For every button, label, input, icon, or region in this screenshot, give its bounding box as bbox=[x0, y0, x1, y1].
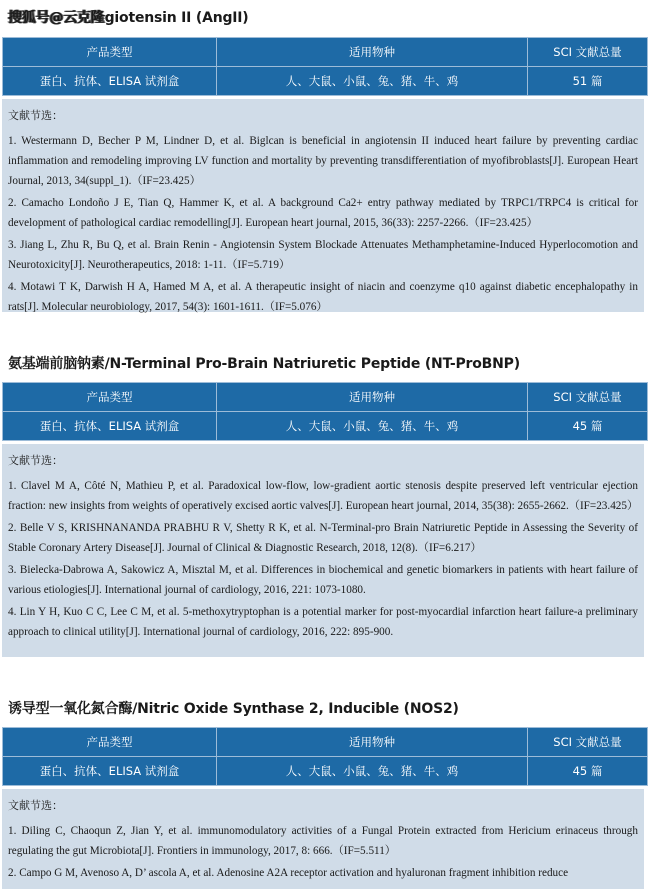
table-header-row bbox=[3, 38, 648, 67]
reference-item: 2. Campo G M, Avenoso A, D’ ascola A, et al. Adenosine A2A receptor activation and hyaluronan fragment inhibition reduce bbox=[8, 867, 569, 879]
references-box bbox=[2, 789, 644, 889]
section-title: 氨基端前脑钠素/N-Terminal Pro-Brain Natriuretic Peptide (NT-ProBNP) bbox=[8, 356, 520, 372]
product-table bbox=[2, 727, 648, 786]
header-sci-total: SCI 文献总量 bbox=[528, 383, 648, 412]
reference-item: 1. Diling C, Chaoqun Z, Jian Y, et al. immunomodulatory activities of a Fungal Protein extracted from Hericium erinaceus through regulating the gut Microbiota[J]. Frontiers in immunology, 2017, 8: 666.（IF=5.511） bbox=[8, 825, 638, 857]
reference-item: 2. Camacho Londoño J E, Tian Q, Hammer K, et al. A background Ca2+ entry pathway mediated by TRPC1/TRPC4 is critical for development of pathological cardiac remodelling[J]. European heart journal, 2015, 36(33): 2257-2266.（IF=23.425） bbox=[8, 197, 638, 229]
reference-item: 3. Bielecka-Dabrowa A, Sakowicz A, Misztal M, et al. Differences in biochemical and genetic biomarkers in patients with heart failure of various etiologies[J]. International journal of cardiology, 2016, 221: 1073-1080. bbox=[8, 564, 638, 596]
section-title-text: giotensin II (AngII) bbox=[104, 10, 249, 26]
references-box bbox=[2, 99, 644, 312]
header-product-type: 产品类型 bbox=[3, 38, 217, 67]
product-table bbox=[2, 37, 648, 96]
table-row bbox=[3, 757, 648, 786]
watermark: 搜狐号@云克隆 bbox=[8, 10, 105, 26]
references-box bbox=[2, 444, 644, 657]
references-label: 文献节选： bbox=[8, 109, 63, 122]
header-sci-total: SCI 文献总量 bbox=[528, 38, 648, 67]
reference-item: 2. Belle V S, KRISHNANANDA PRABHU R V, Shetty R K, et al. N-Terminal-pro Brain Natriuretic Peptide in Assessing the Severity of Stable Coronary Artery Disease[J]. Journal of Clinical & Diagnostic Research, 2018, 12(8).（IF=6.217） bbox=[8, 522, 638, 554]
cell-sci-total: 51 篇 bbox=[528, 67, 648, 96]
reference-item: 4. Lin Y H, Kuo C C, Lee C M, et al. 5-methoxytryptophan is a potential marker for post-myocardial infarction heart failure-a preliminary approach to clinical utility[J]. International journal of cardiology, 2016, 222: 895-900. bbox=[8, 606, 638, 638]
cell-product-type: 蛋白、抗体、ELISA 试剂盒 bbox=[3, 67, 217, 96]
cell-species: 人、大鼠、小鼠、兔、猪、牛、鸡 bbox=[217, 757, 528, 786]
cell-sci-total: 45 篇 bbox=[528, 757, 648, 786]
reference-item: 4. Motawi T K, Darwish H A, Hamed M A, et al. A therapeutic insight of niacin and coenzyme q10 against diabetic encephalopathy in rats[J]. Molecular neurobiology, 2017, 54(3): 1601-1611.（IF=5.076） bbox=[8, 281, 638, 313]
table-header-row bbox=[3, 383, 648, 412]
header-sci-total: SCI 文献总量 bbox=[528, 728, 648, 757]
header-product-type: 产品类型 bbox=[3, 383, 217, 412]
table-row bbox=[3, 67, 648, 96]
cell-species: 人、大鼠、小鼠、兔、猪、牛、鸡 bbox=[217, 67, 528, 96]
reference-item: 3. Jiang L, Zhu R, Bu Q, et al. Brain Renin - Angiotensin System Blockade Attenuates Methamphetamine-Induced Hyperlocomotion and Neurotoxicity[J]. Neurotherapeutics, 2018: 1-11.（IF=5.719） bbox=[8, 239, 638, 271]
reference-item: 1. Westermann D, Becher P M, Lindner D, et al. Biglcan is beneficial in angiotensin II induced heart failure by preventing cardiac inflammation and remodeling improving LV function and mortality by preventing transdifferentiation of myofibroblasts[J]. European Heart Journal, 2013, 34(suppl_1).（IF=23.425） bbox=[8, 135, 638, 187]
header-species: 适用物种 bbox=[217, 383, 528, 412]
table-header-row bbox=[3, 728, 648, 757]
section-title: 诱导型一氧化氮合酶/Nitric Oxide Synthase 2, Inducible (NOS2) bbox=[8, 701, 459, 717]
cell-product-type: 蛋白、抗体、ELISA 试剂盒 bbox=[3, 757, 217, 786]
cell-product-type: 蛋白、抗体、ELISA 试剂盒 bbox=[3, 412, 217, 441]
cell-sci-total: 45 篇 bbox=[528, 412, 648, 441]
header-species: 适用物种 bbox=[217, 38, 528, 67]
product-table bbox=[2, 382, 648, 441]
header-species: 适用物种 bbox=[217, 728, 528, 757]
references-label: 文献节选： bbox=[8, 454, 63, 467]
section-title bbox=[8, 7, 249, 27]
header-product-type: 产品类型 bbox=[3, 728, 217, 757]
cell-species: 人、大鼠、小鼠、兔、猪、牛、鸡 bbox=[217, 412, 528, 441]
table-row bbox=[3, 412, 648, 441]
reference-item: 1. Clavel M A, Côté N, Mathieu P, et al. Paradoxical low-flow, low-gradient aortic stenosis despite preserved left ventricular ejection fraction: new insights from weights of operatively excised aortic valves[J]. European heart journal, 2014, 35(38): 2655-2662.（IF=23.425） bbox=[8, 480, 639, 512]
references-label: 文献节选： bbox=[8, 799, 63, 812]
